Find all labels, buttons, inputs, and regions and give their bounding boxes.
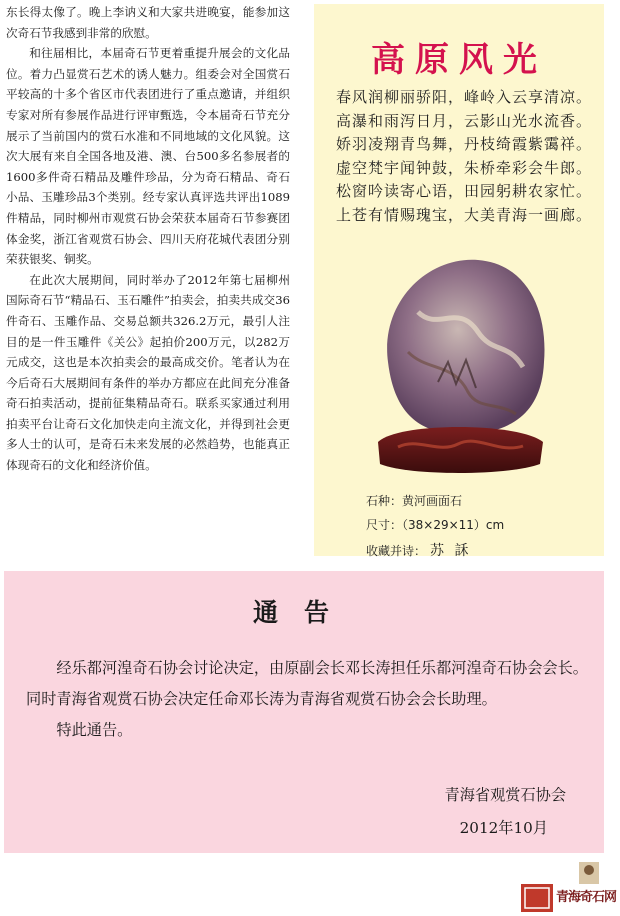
notice-body: [26, 653, 594, 746]
notice-paragraph: 经乐都河湟奇石协会讨论决定，由原副会长邓长涛担任乐都河湟奇石协会会长。同时青海省观赏石协会决定任命邓长涛为青海省观赏石协会会长助理。: [26, 659, 588, 708]
notice-title: 通告: [252, 598, 355, 627]
collector-label-text: 收藏并诗：: [366, 544, 427, 558]
site-logo-text: 青海奇石网: [556, 890, 617, 905]
poem-line: 松窗吟读寄心语，田园躬耕农家忙。: [336, 182, 593, 201]
stone-size-label: 尺寸：（38×29×11）cm: [366, 518, 505, 532]
notice-paragraph: 特此通告。: [56, 721, 133, 739]
poem-line: 虚空梵宇闻钟鼓，朱桥牵彩会牛郎。: [336, 158, 593, 177]
poem-lines: [336, 86, 604, 228]
notice-box: [4, 571, 604, 853]
poem-line: 春风润柳丽骄阳，峰岭入云享清凉。: [336, 88, 593, 106]
poem-line: 高瀑和雨泻日月，云影山光水流香。: [336, 111, 593, 130]
stone-photo: [358, 242, 558, 482]
article-paragraph-1: 东长得太像了。晚上李讷义和大家共进晚宴，能参加这次奇石节我感到非常的欣慰。: [6, 5, 290, 40]
poem-line: 上苍有情赐瑰宝，大美青海一画廊。: [336, 205, 593, 224]
notice-organization: 青海省观赏石协会: [444, 786, 566, 804]
stone-type-label: 石种：黄河画面石: [366, 494, 463, 508]
collector-signature: 苏 訸: [430, 543, 472, 559]
collector-label: [366, 540, 471, 560]
poem-panel: [314, 4, 604, 559]
poem-title: 高原风光: [371, 40, 547, 80]
poem-line: 娇羽凌翔青鸟舞，丹枝绮霞紫霭祥。: [336, 135, 593, 154]
article-paragraph-3: 在此次大展期间，同时举办了2012年第七届柳州国际奇石节“精品石、玉石雕件”拍卖会，拍卖共成交36件奇石、玉雕作品、交易总额共326.2万元，最引人注目的是一件玉雕件《关公》起拍价200万元，以282万元成交，这也是本次拍卖会的最高成交价。笔者认为在今后奇石大展期间有条件的举办方都应在此间充分准备奇石拍卖活动，提前征集精品奇石。联系买家通过利用拍卖平台让奇石文化加快走向主流文化，并得到社会更多人士的认可，是奇石未来发展的必然趋势，也能真正体现奇石的文化和经济价值。: [6, 272, 290, 473]
article-paragraph-2: 和往届相比，本届奇石节更着重提升展会的文化品位。着力凸显赏石艺术的诱人魅力。组委会对全国赏石平较高的十多个省区市代表团进行了重点邀请，并组织专家对所有参展作品进行评审甄选，令本届奇石节充分展示了当前国内的赏石水准和不同地域的文化风貌。这次大展有来自全国各地及港、澳、台500多名参展者的1600多件奇石精品及雕件珍品，分为奇石精品、奇石小品、玉雕珍品3个类别。经专家认真评选共评出1089件精品，同时柳州市观赏石协会荣获本届奇石节参赛团体金奖，浙江省观赏石协会、四川天府花城代表团分别荣获银奖、铜奖。: [6, 46, 290, 267]
article-column: [6, 2, 290, 476]
notice-date: 2012年10月: [459, 819, 548, 837]
